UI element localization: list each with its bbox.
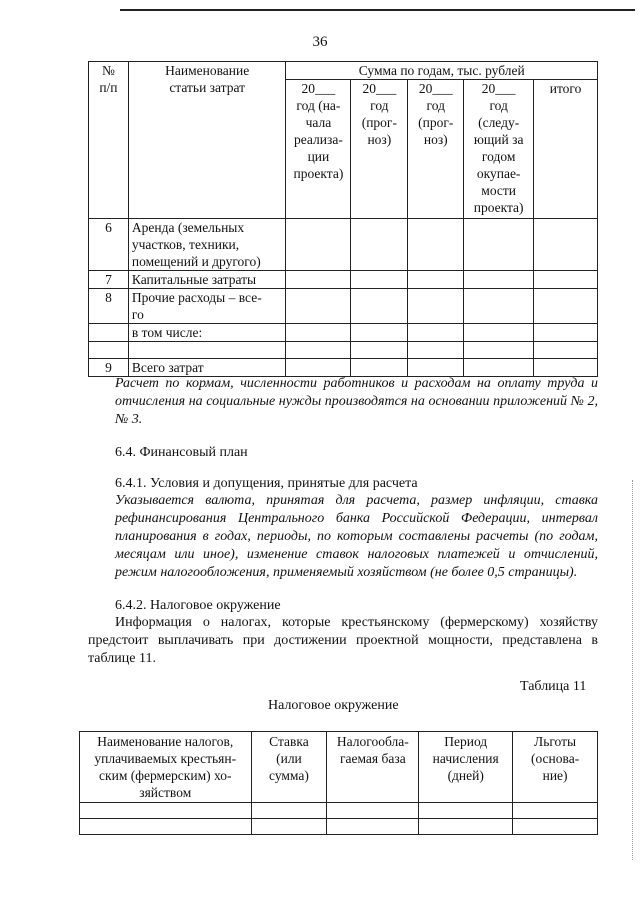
section-6-4-2-heading: 6.4.2. Налоговое окружение [115, 598, 281, 613]
table-row [89, 342, 598, 359]
header-num: № п/п [89, 62, 129, 219]
section-6-4-2-text: Информация о налогах, которые крестьянскому (фермерскому) хозяйству предстоит выплачивать при достижении проектной мощности, представлена в таблице 11. [88, 615, 598, 666]
header-year-1: 20___ год (на- чала реализа- ции проекта) [286, 80, 351, 219]
table-row [89, 271, 598, 289]
page-number: 36 [312, 34, 328, 50]
section-6-4-heading: 6.4. Финансовый план [115, 445, 248, 460]
table-row [80, 803, 598, 819]
row-num: 8 [89, 289, 129, 324]
tax-header-base: Налогообла- гаемая база [327, 732, 419, 803]
header-year-3: 20___ год (прог- ноз) [408, 80, 464, 219]
table-row [80, 819, 598, 835]
row-name: Капитальные затраты [128, 271, 286, 289]
header-total: итого [534, 80, 598, 219]
table-row [89, 324, 598, 342]
row-name: Аренда (земельных участков, техники, помещений и другого) [128, 219, 286, 271]
scan-edge-marks [632, 480, 635, 860]
section-6-4-1-heading: 6.4.1. Условия и допущения, принятые для расчета [115, 476, 418, 491]
row-num: 7 [89, 271, 129, 289]
table-row [89, 219, 598, 271]
header-name: Наименование статьи затрат [128, 62, 286, 219]
header-sum-group: Сумма по годам, тыс. рублей [286, 62, 598, 80]
header-year-2: 20___ год (прог- ноз) [351, 80, 408, 219]
tax-header-benefits: Льготы (основа- ние) [513, 732, 598, 803]
tax-table [79, 731, 598, 835]
row-name: в том числе: [128, 324, 286, 342]
row-name [128, 342, 286, 359]
table-title: Налоговое окружение [268, 698, 399, 713]
table-label: Таблица 11 [520, 679, 587, 694]
cost-table [88, 61, 598, 377]
table-row [89, 359, 598, 377]
section-6-4-1-text: Указывается валюта, принятая для расчета, размер инфляции, ставка рефинансирования Центрального банка Российской Федерации, интервал планирования в годах, периоды, по которым составлены расчеты (по годам, месяцам или иное), изменение ставок налоговых платежей и отчислений, режим налогообложения, применяемый хозяйством (не более 0,5 страницы). [115, 493, 598, 580]
row-num [89, 342, 129, 359]
tax-header-name: Наименование налогов, уплачиваемых крестьян- ским (фермерским) хо- зяйством [80, 732, 252, 803]
table-row [89, 289, 598, 324]
tax-header-period: Период начисления (дней) [419, 732, 513, 803]
top-rule [120, 9, 635, 11]
table-note: Расчет по кормам, численности работников и расходам на оплату труда и отчисления на социальные нужды производятся на основании приложений № 2, № 3. [115, 376, 598, 427]
header-year-4: 20___ год (следу- ющий за годом окупае- мости проекта) [464, 80, 534, 219]
row-num: 6 [89, 219, 129, 271]
row-num: 9 [89, 359, 129, 377]
row-name: Всего затрат [128, 359, 286, 377]
row-num [89, 324, 129, 342]
tax-header-rate: Ставка (или сумма) [251, 732, 327, 803]
row-name: Прочие расходы – все- го [128, 289, 286, 324]
